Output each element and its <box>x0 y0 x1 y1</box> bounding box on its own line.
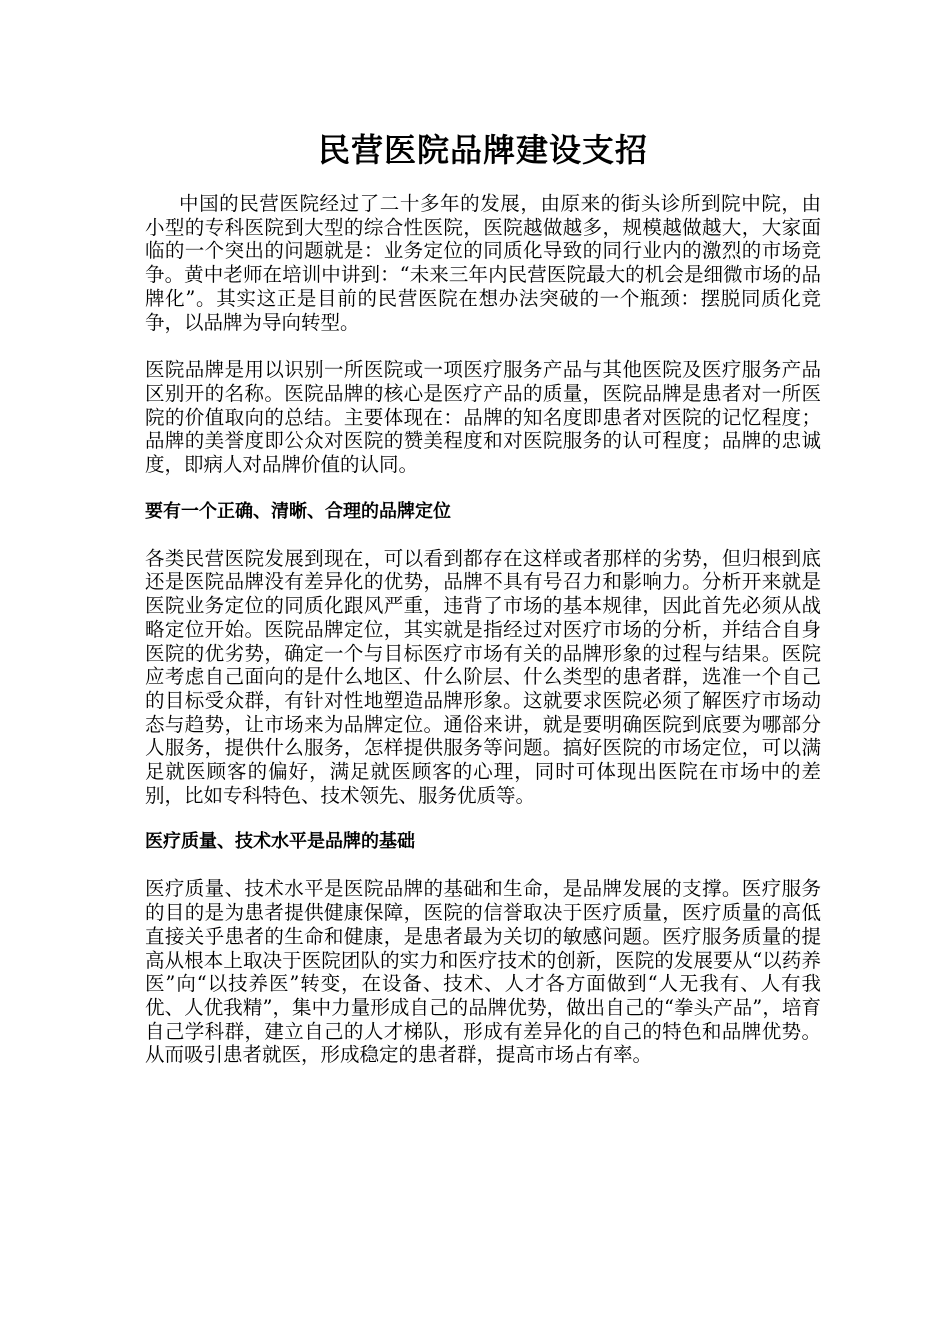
definition-paragraph: 医院品牌是用以识别一所医院或一项医疗服务产品与其他医院及医疗服务产品区别开的名称。医院品牌的核心是医疗产品的质量，医院品牌是患者对一所医院的价值取向的总结。主要体现在：品牌的知名度即患者对医院的记忆程度；品牌的美誉度即公众对医院的赞美程度和对医院服务的认可程度；品牌的忠诚度，即病人对品牌价值的认同。 <box>145 358 821 477</box>
paragraph-gap <box>145 334 821 358</box>
intro-paragraph: 中国的民营医院经过了二十多年的发展，由原来的街头诊所到院中院，由小型的专科医院到大型的综合性医院，医院越做越多，规模越做越大，大家面临的一个突出的问题就是：业务定位的同质化导致的同行业内的激烈的市场竞争。黄中老师在培训中讲到：“未来三年内民营医院最大的机会是细微市场的品牌化”。其实这正是目前的民营医院在想办法突破的一个瓶颈：摆脱同质化竞争，以品牌为导向转型。 <box>145 192 821 334</box>
section-body-positioning: 各类民营医院发展到现在，可以看到都存在这样或者那样的劣势，但归根到底还是医院品牌没有差异化的优势，品牌不具有号召力和影响力。分析开来就是医院业务定位的同质化跟风严重，违背了市场的基本规律，因此首先必须从战略定位开始。医院品牌定位，其实就是指经过对医疗市场的分析，并结合自身医院的优劣势，确定一个与目标医疗市场有关的品牌形象的过程与结果。医院应考虑自己面向的是什么地区、什么阶层、什么类型的患者群，选准一个自己的目标受众群，有针对性地塑造品牌形象。这就要求医院必须了解医疗市场动态与趋势，让市场来为品牌定位。通俗来讲，就是要明确医院到底要为哪部分人服务，提供什么服务，怎样提供服务等问题。搞好医院的市场定位，可以满足就医顾客的偏好，满足就医顾客的心理，同时可体现出医院在市场中的差别，比如专科特色、技术领先、服务优质等。 <box>145 546 821 807</box>
section-body-quality: 医疗质量、技术水平是医院品牌的基础和生命，是品牌发展的支撑。医疗服务的目的是为患者提供健康保障，医院的信誉取决于医疗质量，医疗质量的高低直接关乎患者的生命和健康，是患者最为关切的敏感问题。医疗服务质量的提高从根本上取决于医院团队的实力和医疗技术的创新，医院的发展要从“以药养医”向“以技养医”转变，在设备、技术、人才各方面做到“人无我有、人有我优、人优我精”，集中力量形成自己的品牌优势，做出自己的“拳头产品”，培育自己学科群，建立自己的人才梯队，形成有差异化的自己的特色和品牌优势。从而吸引患者就医，形成稳定的患者群，提高市场占有率。 <box>145 877 821 1067</box>
section-heading-quality: 医疗质量、技术水平是品牌的基础 <box>145 831 415 853</box>
document-title: 民营医院品牌建设支招 <box>317 131 648 169</box>
section-heading-positioning: 要有一个正确、清晰、合理的品牌定位 <box>145 500 451 522</box>
document-page <box>145 128 821 1067</box>
